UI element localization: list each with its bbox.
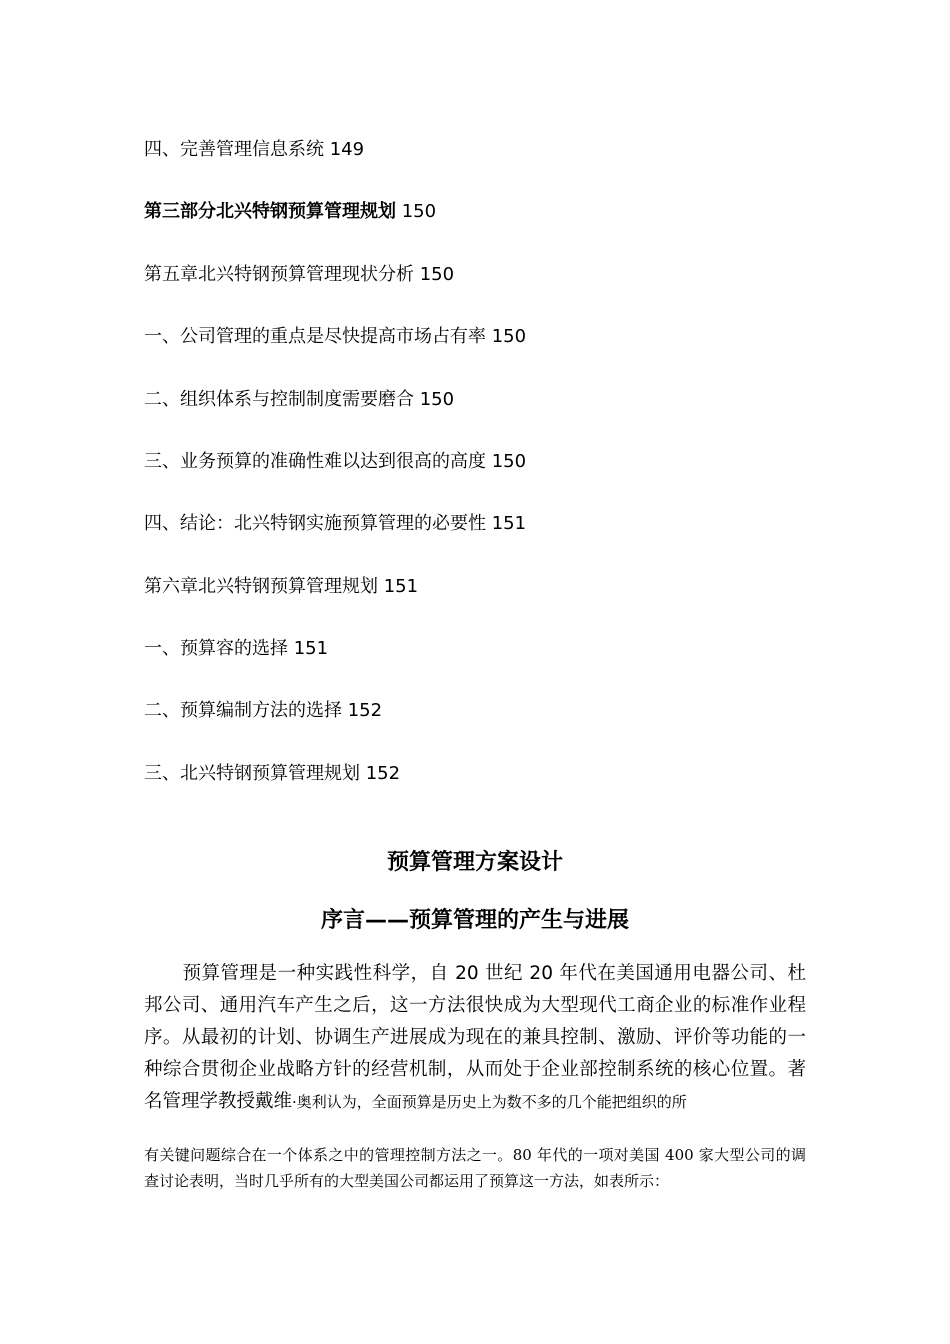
toc-item-title: 第三部分北兴特钢预算管理规划 <box>144 201 396 222</box>
toc-item: 四、结论：北兴特钢实施预算管理的必要性 151 <box>144 513 527 534</box>
toc-item: 一、公司管理的重点是尽快提高市场占有率 150 <box>144 326 527 347</box>
toc-item-page: 150 <box>396 201 437 222</box>
toc-item: 三、业务预算的准确性难以达到很高的高度 150 <box>144 451 527 472</box>
toc-item: 第五章北兴特钢预算管理现状分析 150 <box>144 264 455 285</box>
intro-serif-run: ·奥利认为，全面预算是历史上为数不多的几个能把组织的所 <box>292 1093 687 1111</box>
document-title: 预算管理方案设计 <box>386 850 563 875</box>
section-title: 序言——预算管理的产生与进展 <box>320 908 629 933</box>
toc-item <box>144 200 436 224</box>
intro-paragraph <box>144 958 806 1118</box>
toc-item: 第六章北兴特钢预算管理规划 151 <box>144 576 419 597</box>
toc-item: 二、组织体系与控制制度需要磨合 150 <box>144 389 455 410</box>
toc-item: 三、北兴特钢预算管理规划 152 <box>144 763 401 784</box>
intro-sans-run: 预算管理是一种实践性科学，自 20 世纪 20 年代在美国通用电器公司、杜邦公司、通用汽车产生之后，这一方法很快成为大型现代工商企业的标准作业程序。从最初的计划、协调生产进展成为现在的兼具控制、激励、评价等功能的一种综合贯彻企业战略方针的经营机制，从而处于企业部控制系统的核心位置。著名管理学教授戴维 <box>144 963 806 1112</box>
toc-item: 四、完善管理信息系统 149 <box>144 139 365 160</box>
intro-paragraph-continued: 有关键问题综合在一个体系之中的管理控制方法之一。80 年代的一项对美国 400 家大型公司的调查讨论表明，当时几乎所有的大型美国公司都运用了预算这一方法，如表所示： <box>144 1146 806 1190</box>
toc-item: 二、预算编制方法的选择 152 <box>144 700 383 721</box>
toc-item: 一、预算容的选择 151 <box>144 638 329 659</box>
